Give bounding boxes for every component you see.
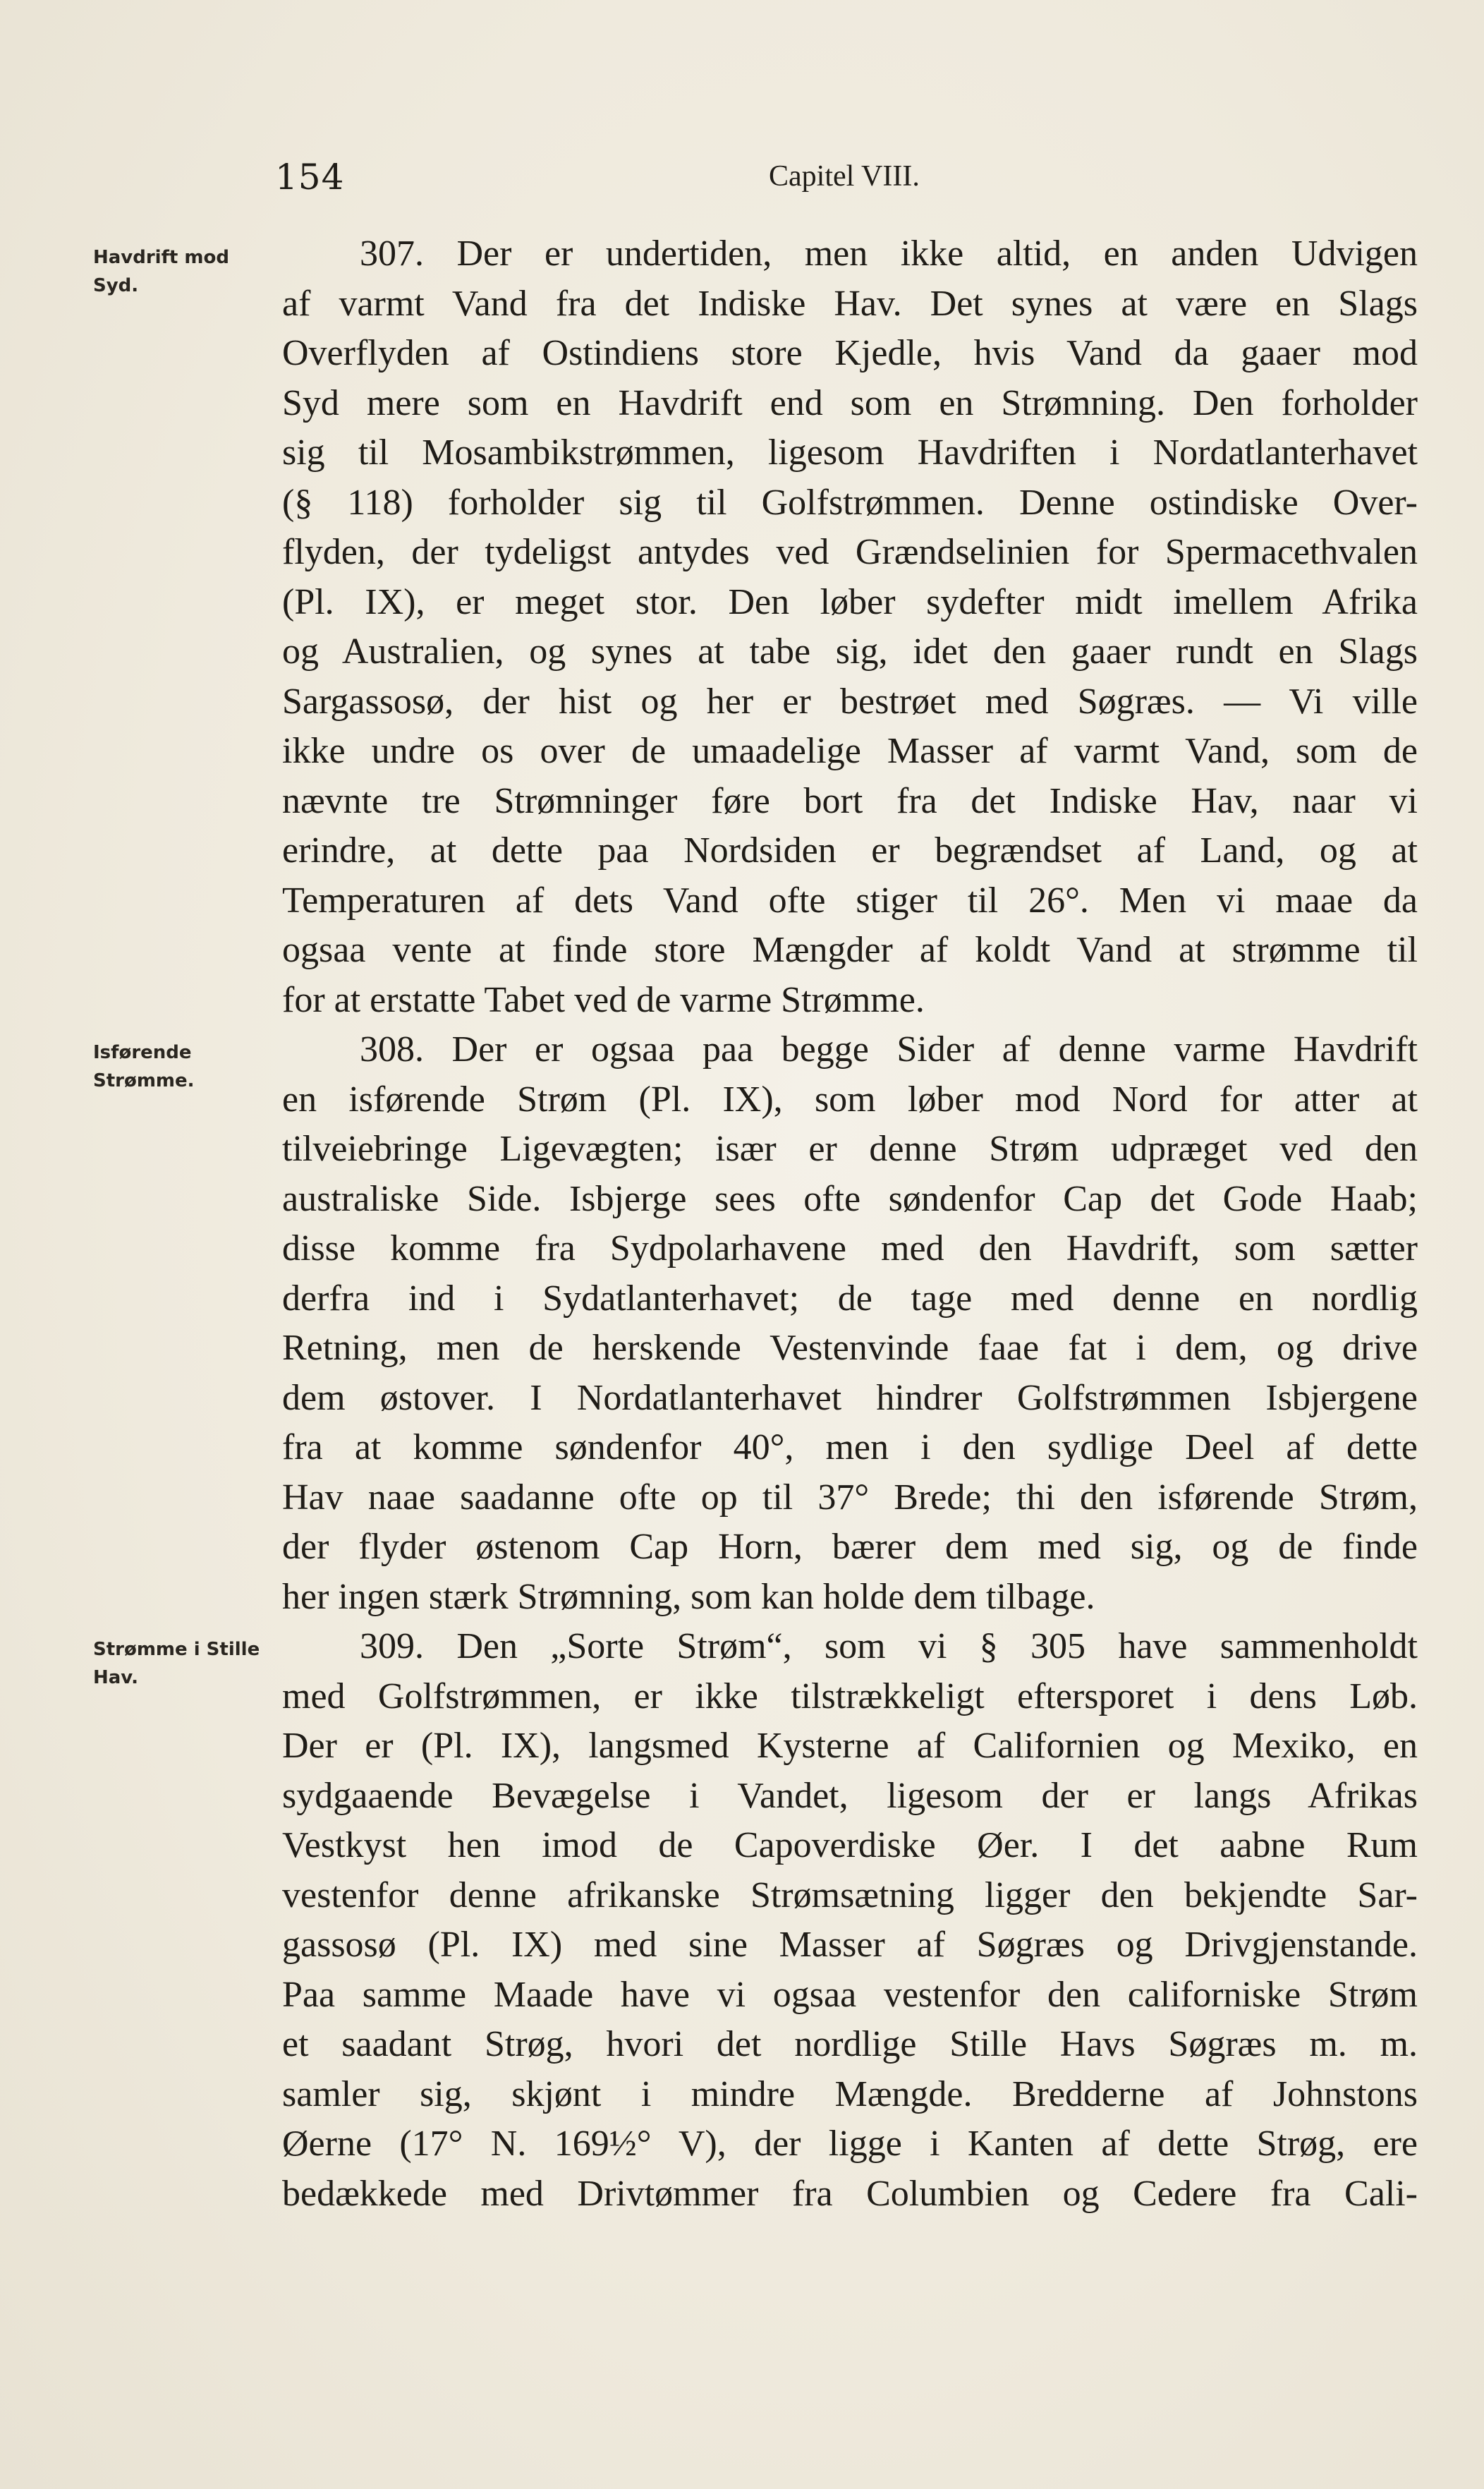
text-line: (§ 118) forholder sig til Golfstrømmen. Denne ostindiske Over- bbox=[282, 482, 1418, 523]
text-line: bedækkede med Drivtømmer fra Columbien og Cedere fra Cali- bbox=[282, 2173, 1418, 2214]
text-line: australiske Side. Isbjerge sees ofte søndenfor Cap det Gode Haab; bbox=[282, 1178, 1418, 1219]
body-text bbox=[282, 229, 1418, 2219]
text-line: tilveiebringe Ligevægten; især er denne Strøm udpræget ved den bbox=[282, 1129, 1418, 1169]
text-line: med Golfstrømmen, er ikke tilstrækkeligt eftersporet i dens Løb. bbox=[282, 1676, 1418, 1716]
text-line: Retning, men de herskende Vestenvinde faae fat i dem, og drive bbox=[282, 1328, 1418, 1368]
margin-note-stromme-stille-hav: Strømme i Stille Hav. bbox=[93, 1639, 260, 1688]
text-line: flyden, der tydeligst antydes ved Grændselinien for Spermacethvalen bbox=[282, 532, 1418, 572]
text-line: Overflyden af Ostindiens store Kjedle, hvis Vand da gaaer mod bbox=[282, 333, 1418, 373]
text-line: der flyder østenom Cap Horn, bærer dem med sig, og de finde bbox=[282, 1527, 1418, 1567]
text-line: Øerne (17° N. 169½° V), der ligge i Kanten af dette Strøg, ere bbox=[282, 2124, 1418, 2164]
text-line: her ingen stærk Strømning, som kan holde dem tilbage. bbox=[282, 1576, 1095, 1617]
text-line: for at erstatte Tabet ved de varme Strømme. bbox=[282, 979, 925, 1020]
text-line: vestenfor denne afrikanske Strømsætning ligger den bekjendte Sar- bbox=[282, 1875, 1418, 1915]
text-line: og Australien, og synes at tabe sig, idet den gaaer rundt en Slags bbox=[282, 631, 1418, 672]
text-line: ikke undre os over de umaadelige Masser af varmt Vand, som de bbox=[282, 731, 1418, 771]
text-line: fra at komme søndenfor 40°, men i den sydlige Deel af dette bbox=[282, 1427, 1418, 1467]
margin-note-isforende: Isførende Strømme. bbox=[93, 1042, 195, 1091]
text-line: samler sig, skjønt i mindre Mængde. Bredderne af Johnstons bbox=[282, 2073, 1418, 2114]
text-line: Sargassosø, der hist og her er bestrøet med Søgræs. — Vi ville bbox=[282, 681, 1418, 722]
text-line: Syd mere som en Havdrift end som en Strømning. Den forholder bbox=[282, 382, 1418, 423]
text-line: sig til Mosambikstrømmen, ligesom Havdriften i Nordatlanterhavet bbox=[282, 432, 1418, 473]
margin-note-havdrift: Havdrift mod Syd. bbox=[93, 247, 229, 296]
text-line: 307. Der er undertiden, men ikke altid, en anden Udvigen bbox=[360, 234, 1418, 274]
text-line: 309. Den „Sorte Strøm“, som vi § 305 have sammenholdt bbox=[360, 1626, 1418, 1666]
text-line: erindre, at dette paa Nordsiden er begrændset af Land, og at bbox=[282, 830, 1418, 871]
text-line: Der er (Pl. IX), langsmed Kysterne af Californien og Mexiko, en bbox=[282, 1726, 1418, 1766]
text-line: Vestkyst hen imod de Capoverdiske Øer. I det aabne Rum bbox=[282, 1825, 1418, 1865]
text-line: nævnte tre Strømninger føre bort fra det Indiske Hav, naar vi bbox=[282, 780, 1418, 821]
text-line: Paa samme Maade have vi ogsaa vestenfor den californiske Strøm bbox=[282, 1974, 1418, 2015]
text-line: 308. Der er ogsaa paa begge Sider af denne varme Havdrift bbox=[360, 1029, 1418, 1070]
page-number: 154 bbox=[275, 157, 345, 198]
running-head: Capitel VIII. bbox=[769, 160, 920, 193]
text-line: et saadant Strøg, hvori det nordlige Stille Havs Søgræs m. m. bbox=[282, 2024, 1418, 2064]
text-line: ogsaa vente at finde store Mængder af koldt Vand at strømme til bbox=[282, 930, 1418, 970]
text-line: en isførende Strøm (Pl. IX), som løber mod Nord for atter at bbox=[282, 1079, 1418, 1120]
text-line: sydgaaende Bevægelse i Vandet, ligesom der er langs Afrikas bbox=[282, 1775, 1418, 1816]
text-line: gassosø (Pl. IX) med sine Masser af Søgræs og Drivgjenstande. bbox=[282, 1925, 1418, 1965]
text-line: dem østover. I Nordatlanterhavet hindrer Golfstrømmen Isbjergene bbox=[282, 1377, 1418, 1418]
text-line: (Pl. IX), er meget stor. Den løber sydefter midt imellem Afrika bbox=[282, 581, 1418, 622]
text-line: Temperaturen af dets Vand ofte stiger til 26°. Men vi maae da bbox=[282, 880, 1418, 921]
page-header bbox=[275, 157, 1418, 206]
text-line: derfra ind i Sydatlanterhavet; de tage med denne en nordlig bbox=[282, 1278, 1418, 1319]
text-line: af varmt Vand fra det Indiske Hav. Det synes at være en Slags bbox=[282, 283, 1418, 324]
text-line: disse komme fra Sydpolarhavene med den Havdrift, som sætter bbox=[282, 1228, 1418, 1268]
text-line: Hav naae saadanne ofte op til 37° Brede; thi den isførende Strøm, bbox=[282, 1477, 1418, 1518]
